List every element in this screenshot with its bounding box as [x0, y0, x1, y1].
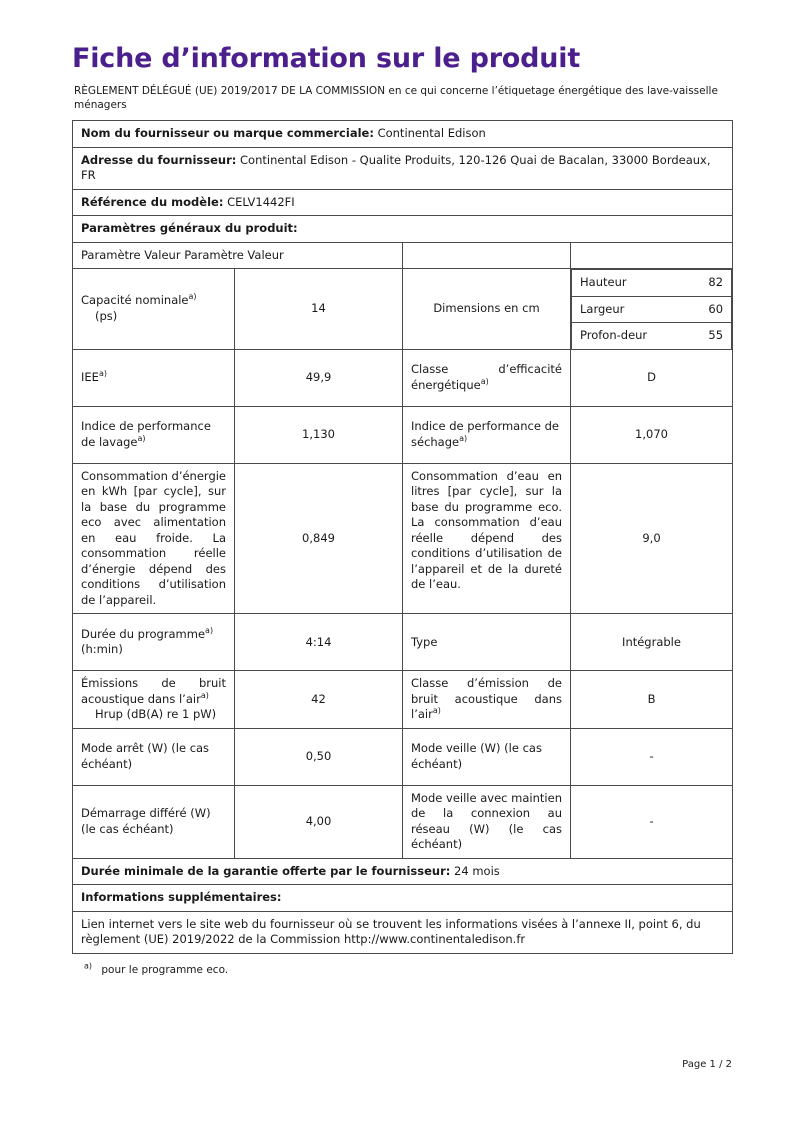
warranty-label: Durée minimale de la garantie offerte par le fournisseur: — [81, 863, 451, 878]
dimension-depth — [572, 323, 732, 349]
dimension-width-value: 60 — [708, 301, 724, 316]
table-row-off-standby — [73, 728, 733, 785]
water-consumption-value: 9,0 — [571, 463, 733, 614]
dimension-height-label: Hauteur — [580, 275, 627, 290]
footnote-text: pour le programme eco. — [101, 963, 229, 976]
supplier-name-label: Nom du fournisseur ou marque commerciale: — [81, 126, 374, 141]
footnote — [84, 961, 732, 976]
dimension-width-label: Largeur — [580, 301, 625, 316]
column-headers: Paramètre Valeur Paramètre Valeur — [73, 242, 403, 269]
table-row-duration-type — [73, 614, 733, 671]
capacity-label: Capacité nominale$^{a)}$ (ps) — [73, 269, 235, 350]
table-row-capacity-dimensions — [73, 269, 733, 350]
dimension-depth-label: Profon-deur — [580, 328, 648, 343]
network-standby-label: Mode veille avec maintien de la connexion au réseau (W) (le cas échéant) — [403, 785, 571, 858]
table-row-model-reference — [73, 189, 733, 216]
off-mode-value: 0,50 — [235, 728, 403, 785]
wash-performance-label: Indice de performance de lavage$^{a)}$ — [73, 406, 235, 463]
table-row-weblink — [73, 911, 733, 953]
table-row-noise — [73, 671, 733, 729]
supplier-address-label: Adresse du fournisseur: — [81, 152, 237, 167]
standby-label: Mode veille (W) (le cas échéant) — [403, 728, 571, 785]
dry-performance-label: Indice de performance de séchage$^{a)}$ — [403, 406, 571, 463]
supplier-name-value: Continental Edison — [377, 126, 486, 141]
dimension-height — [572, 270, 732, 297]
energy-class-label: Classe d’efficacité énergétique$^{a)}$ — [403, 349, 571, 406]
type-label: Type — [403, 614, 571, 671]
table-row-performance-indices — [73, 406, 733, 463]
duration-label: Durée du programme$^{a)}$ (h:min) — [73, 614, 235, 671]
product-data-table — [72, 120, 733, 954]
table-row-general-params — [73, 216, 733, 243]
dimension-width — [572, 296, 732, 323]
table-row-warranty — [73, 858, 733, 885]
duration-value: 4:14 — [235, 614, 403, 671]
dimensions-label: Dimensions en cm — [403, 269, 571, 350]
capacity-value: 14 — [235, 269, 403, 350]
supplier-weblink[interactable]: Lien internet vers le site web du fournisseur où se trouvent les informations visées à l’annexe II, point 6, du règlement (UE) 2019/2022 de la Commission http://www.continentaledison.fr — [73, 911, 733, 953]
delay-start-label: Démarrage différé (W) (le cas échéant) — [73, 785, 235, 858]
table-row-supplier-address — [73, 147, 733, 189]
noise-class-value: B — [571, 671, 733, 729]
footnote-marker: a) — [84, 961, 93, 971]
dimension-height-value: 82 — [708, 275, 724, 290]
table-row-iee — [73, 349, 733, 406]
iee-value: 49,9 — [235, 349, 403, 406]
page-number: Page 1 / 2 — [682, 1059, 732, 1070]
dimension-depth-value: 55 — [708, 328, 724, 343]
additional-info-label: Informations supplémentaires: — [81, 890, 282, 905]
model-reference-value: CELV1442FI — [227, 194, 295, 209]
wash-performance-value: 1,130 — [235, 406, 403, 463]
energy-class-value: D — [571, 349, 733, 406]
dry-performance-value: 1,070 — [571, 406, 733, 463]
table-row-supplier-name — [73, 121, 733, 148]
iee-label: IEE$^{a)}$ — [73, 349, 235, 406]
model-reference-label: Référence du modèle: — [81, 194, 224, 209]
noise-label: Émissions de bruit acoustique dans l’air$^{a)}$ Hrup (dB(A) re 1 pW) — [73, 671, 235, 729]
energy-consumption-label: Consommation d’énergie en kWh [par cycle], sur la base du programme eco avec alimentation en eau froide. La consommation réelle d’énergie dépend des conditions d’utilisation de l’appareil. — [73, 463, 235, 614]
general-params-label: Paramètres généraux du produit: — [81, 221, 298, 236]
noise-class-label: Classe d’émission de bruit acoustique dans l’air$^{a)}$ — [403, 671, 571, 729]
supplier-address-value: Continental Edison - Qualite Produits, 120-126 Quai de Bacalan, 33000 Bordeaux, FR — [81, 152, 711, 183]
standby-value: - — [571, 728, 733, 785]
regulation-reference: RÈGLEMENT DÉLÉGUÉ (UE) 2019/2017 DE LA COMMISSION en ce qui concerne l’étiquetage énergétique des lave-vaisselle ménagers — [74, 84, 718, 111]
warranty-value: 24 mois — [454, 863, 500, 878]
delay-start-value: 4,00 — [235, 785, 403, 858]
table-row-additional-info — [73, 885, 733, 912]
energy-consumption-value: 0,849 — [235, 463, 403, 614]
type-value: Intégrable — [571, 614, 733, 671]
table-row-column-headers — [73, 242, 733, 269]
product-information-sheet — [72, 43, 732, 1070]
off-mode-label: Mode arrêt (W) (le cas échéant) — [73, 728, 235, 785]
dimensions-values — [571, 269, 733, 350]
network-standby-value: - — [571, 785, 733, 858]
page-title: Fiche d’information sur le produit — [72, 43, 581, 74]
table-row-delay-network — [73, 785, 733, 858]
water-consumption-label: Consommation d’eau en litres [par cycle], sur la base du programme eco. La consommation d’eau réelle dépend des conditions d’utilisation de l’appareil et de la dureté de l’eau. — [403, 463, 571, 614]
noise-value: 42 — [235, 671, 403, 729]
table-row-consumption — [73, 463, 733, 614]
